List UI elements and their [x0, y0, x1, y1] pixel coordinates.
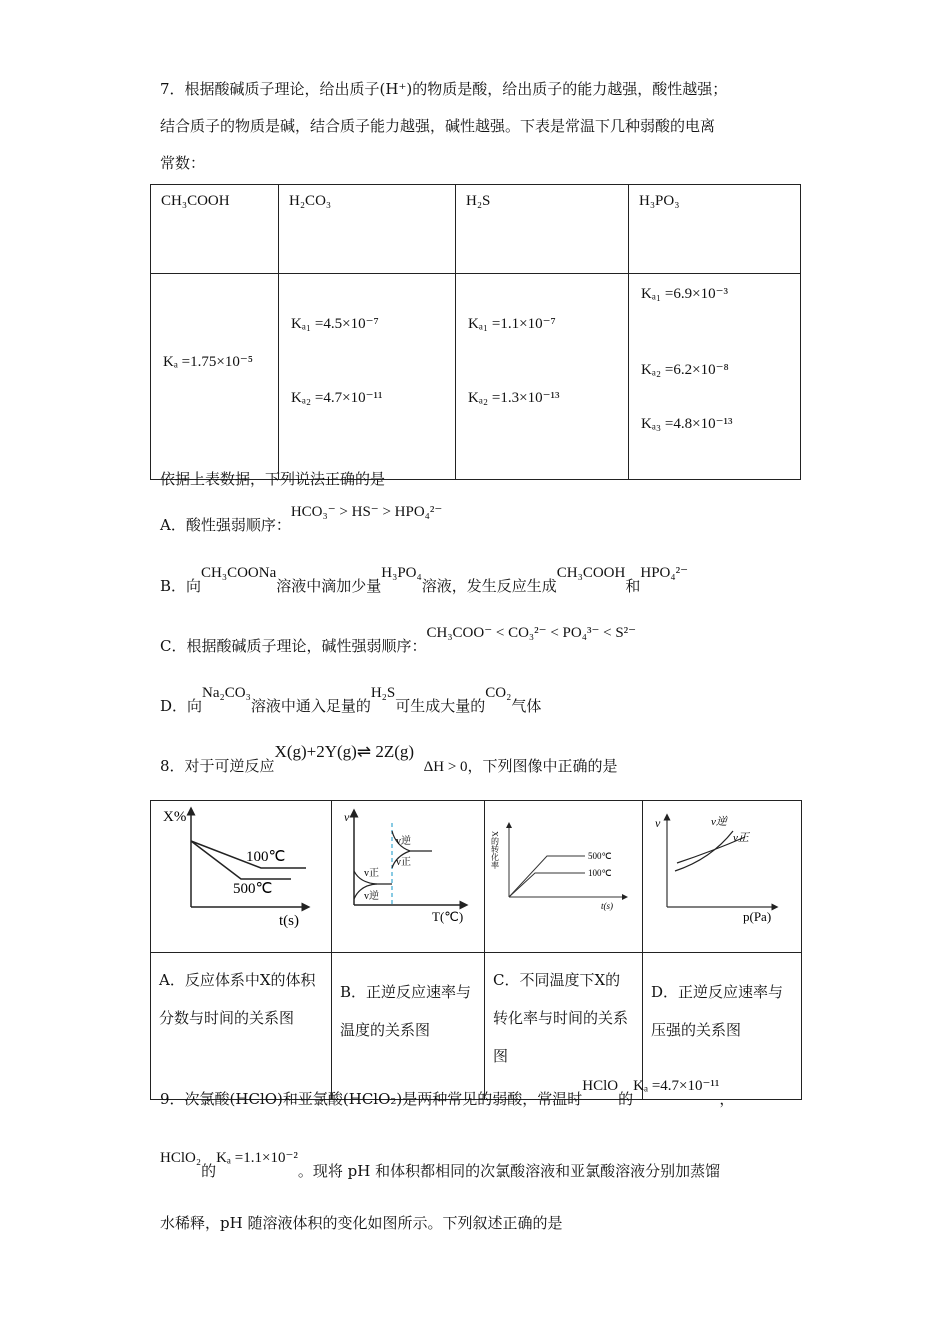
- curve-label: v正: [396, 857, 411, 868]
- cell-h2s: [456, 274, 629, 480]
- graph-b: [332, 801, 485, 953]
- ka1-value: Kₐ₁ =1.1×10⁻⁷: [468, 316, 556, 332]
- ka2-value: Kₐ₂ =6.2×10⁻⁸: [641, 362, 729, 378]
- formula: Kₐ =4.7×10⁻¹¹: [633, 1078, 720, 1094]
- y-axis-label: v: [344, 810, 350, 824]
- curve-label: 100℃: [246, 849, 286, 865]
- q7-stem: 依据上表数据，下列说法正确的是: [160, 470, 386, 488]
- graph-a: [151, 801, 332, 953]
- formula: Na₂CO₃: [202, 685, 251, 701]
- option-text: 溶液中滴加少量: [276, 577, 382, 595]
- cell-ch3cooh: [151, 274, 279, 480]
- curve-label: 100℃: [588, 868, 612, 878]
- option-text: B．向: [160, 577, 202, 595]
- option-text: 气体: [511, 697, 542, 715]
- x-axis-label: p(Pa): [743, 909, 772, 924]
- cell-h3po3: [629, 274, 801, 480]
- formula: CO₂: [485, 685, 512, 701]
- caption-c[interactable]: C．不同温度下X的转化率与时间的关系图: [485, 953, 643, 1100]
- formula: HCO₃⁻ > HS⁻ > HPO₄²⁻: [290, 504, 443, 520]
- curve-label: 500℃: [233, 881, 273, 897]
- caption-b[interactable]: B．正逆反应速率与温度的关系图: [332, 953, 485, 1100]
- option-text: 可生成大量的: [395, 697, 486, 715]
- ka1-value: Kₐ₁ =6.9×10⁻³: [641, 286, 728, 302]
- header-h3po3: H₃PO₃: [629, 185, 801, 274]
- caption-d[interactable]: D．正逆反应速率与压强的关系图: [643, 953, 802, 1100]
- formula: H₃PO₄: [381, 565, 422, 581]
- curve-label: v正: [364, 868, 379, 879]
- formula: HPO₄²⁻: [640, 565, 689, 581]
- stem-text: 的: [201, 1162, 217, 1180]
- header-ch3cooh: CH₃COOH: [151, 185, 279, 274]
- formula: HClO: [582, 1078, 619, 1094]
- curve-label: v逆: [711, 816, 727, 828]
- option-text: 溶液中通入足量的: [250, 697, 371, 715]
- graph-d: [643, 801, 802, 953]
- formula: H₂S: [370, 685, 396, 701]
- formula: CH₃COOH: [556, 565, 626, 581]
- x-axis-label: t(s): [601, 901, 613, 911]
- option-b[interactable]: [160, 565, 689, 596]
- q9-line-3: 水稀释，pH 随溶液体积的变化如图所示。下列叙述正确的是: [160, 1214, 563, 1232]
- reaction-equation: X(g)+2Y(g)⇌ 2Z(g): [274, 742, 415, 761]
- q9-line-2: [160, 1150, 721, 1181]
- option-text: 和: [625, 577, 641, 595]
- formula: CH₃COONa: [201, 565, 277, 581]
- curve-label: v逆: [364, 891, 379, 902]
- q7-line-1: 7．根据酸碱质子理论，给出质子(H⁺)的物质是酸，给出质子的能力越强，酸性越强；: [160, 80, 728, 98]
- q8-stem: [160, 742, 618, 776]
- y-axis-label: X%: [163, 809, 187, 825]
- ka-value: Kₐ =1.75×10⁻⁵: [163, 354, 253, 370]
- option-text: C．根据酸碱质子理论，碱性强弱顺序：: [160, 637, 427, 655]
- formula: CH₃COO⁻ < CO₃²⁻ < PO₄³⁻ < S²⁻: [426, 625, 637, 641]
- stem-text: ，: [719, 1090, 735, 1108]
- option-c[interactable]: [160, 625, 637, 656]
- stem-text: 8．对于可逆反应: [160, 757, 275, 775]
- stem-text: 的: [618, 1090, 634, 1108]
- enthalpy: ΔH > 0: [423, 759, 468, 775]
- curve-label: v逆: [396, 836, 411, 847]
- q7-line-2: 结合质子的物质是碱，结合质子能力越强，碱性越强。下表是常温下几种弱酸的电离: [160, 117, 716, 135]
- curve-label: v正: [733, 832, 749, 844]
- x-axis-label: T(℃): [432, 909, 464, 924]
- ka1-value: Kₐ₁ =4.5×10⁻⁷: [291, 316, 379, 332]
- formula: HClO₂: [160, 1150, 202, 1166]
- stem-text: 9．次氯酸(HClO)和亚氯酸(HClO₂)是两种常见的弱酸，常温时: [160, 1090, 583, 1108]
- header-h2co3: H₂CO₃: [279, 185, 456, 274]
- stem-text: ，下列图像中正确的是: [467, 757, 618, 775]
- graph-c: [485, 801, 643, 953]
- option-d[interactable]: [160, 685, 542, 716]
- stem-text: 。现将 pH 和体积都相同的次氯酸溶液和亚氯酸溶液分别加蒸馏: [297, 1162, 721, 1180]
- option-text: D．向: [160, 697, 203, 715]
- ka-table: [150, 184, 801, 480]
- ka3-value: Kₐ₃ =4.8×10⁻¹³: [641, 416, 733, 432]
- x-axis-label: t(s): [279, 913, 299, 929]
- graph-table: [150, 800, 802, 1100]
- y-axis-label: v: [655, 816, 661, 830]
- caption-a[interactable]: A．反应体系中X的体积分数与时间的关系图: [151, 953, 332, 1100]
- option-a-text: A．酸性强弱顺序：: [160, 516, 291, 534]
- header-h2s: H₂S: [456, 185, 629, 274]
- q9-line-1: [160, 1078, 735, 1109]
- option-a[interactable]: [160, 504, 443, 535]
- ka2-value: Kₐ₂ =1.3×10⁻¹³: [468, 390, 560, 406]
- y-axis-label: X的转化率: [490, 831, 500, 869]
- curve-label: 500℃: [588, 851, 612, 861]
- option-text: 溶液，发生反应生成: [421, 577, 557, 595]
- formula: Kₐ =1.1×10⁻²: [216, 1150, 298, 1166]
- ka2-value: Kₐ₂ =4.7×10⁻¹¹: [291, 390, 383, 406]
- q7-line-3: 常数：: [160, 154, 206, 172]
- cell-h2co3: [279, 274, 456, 480]
